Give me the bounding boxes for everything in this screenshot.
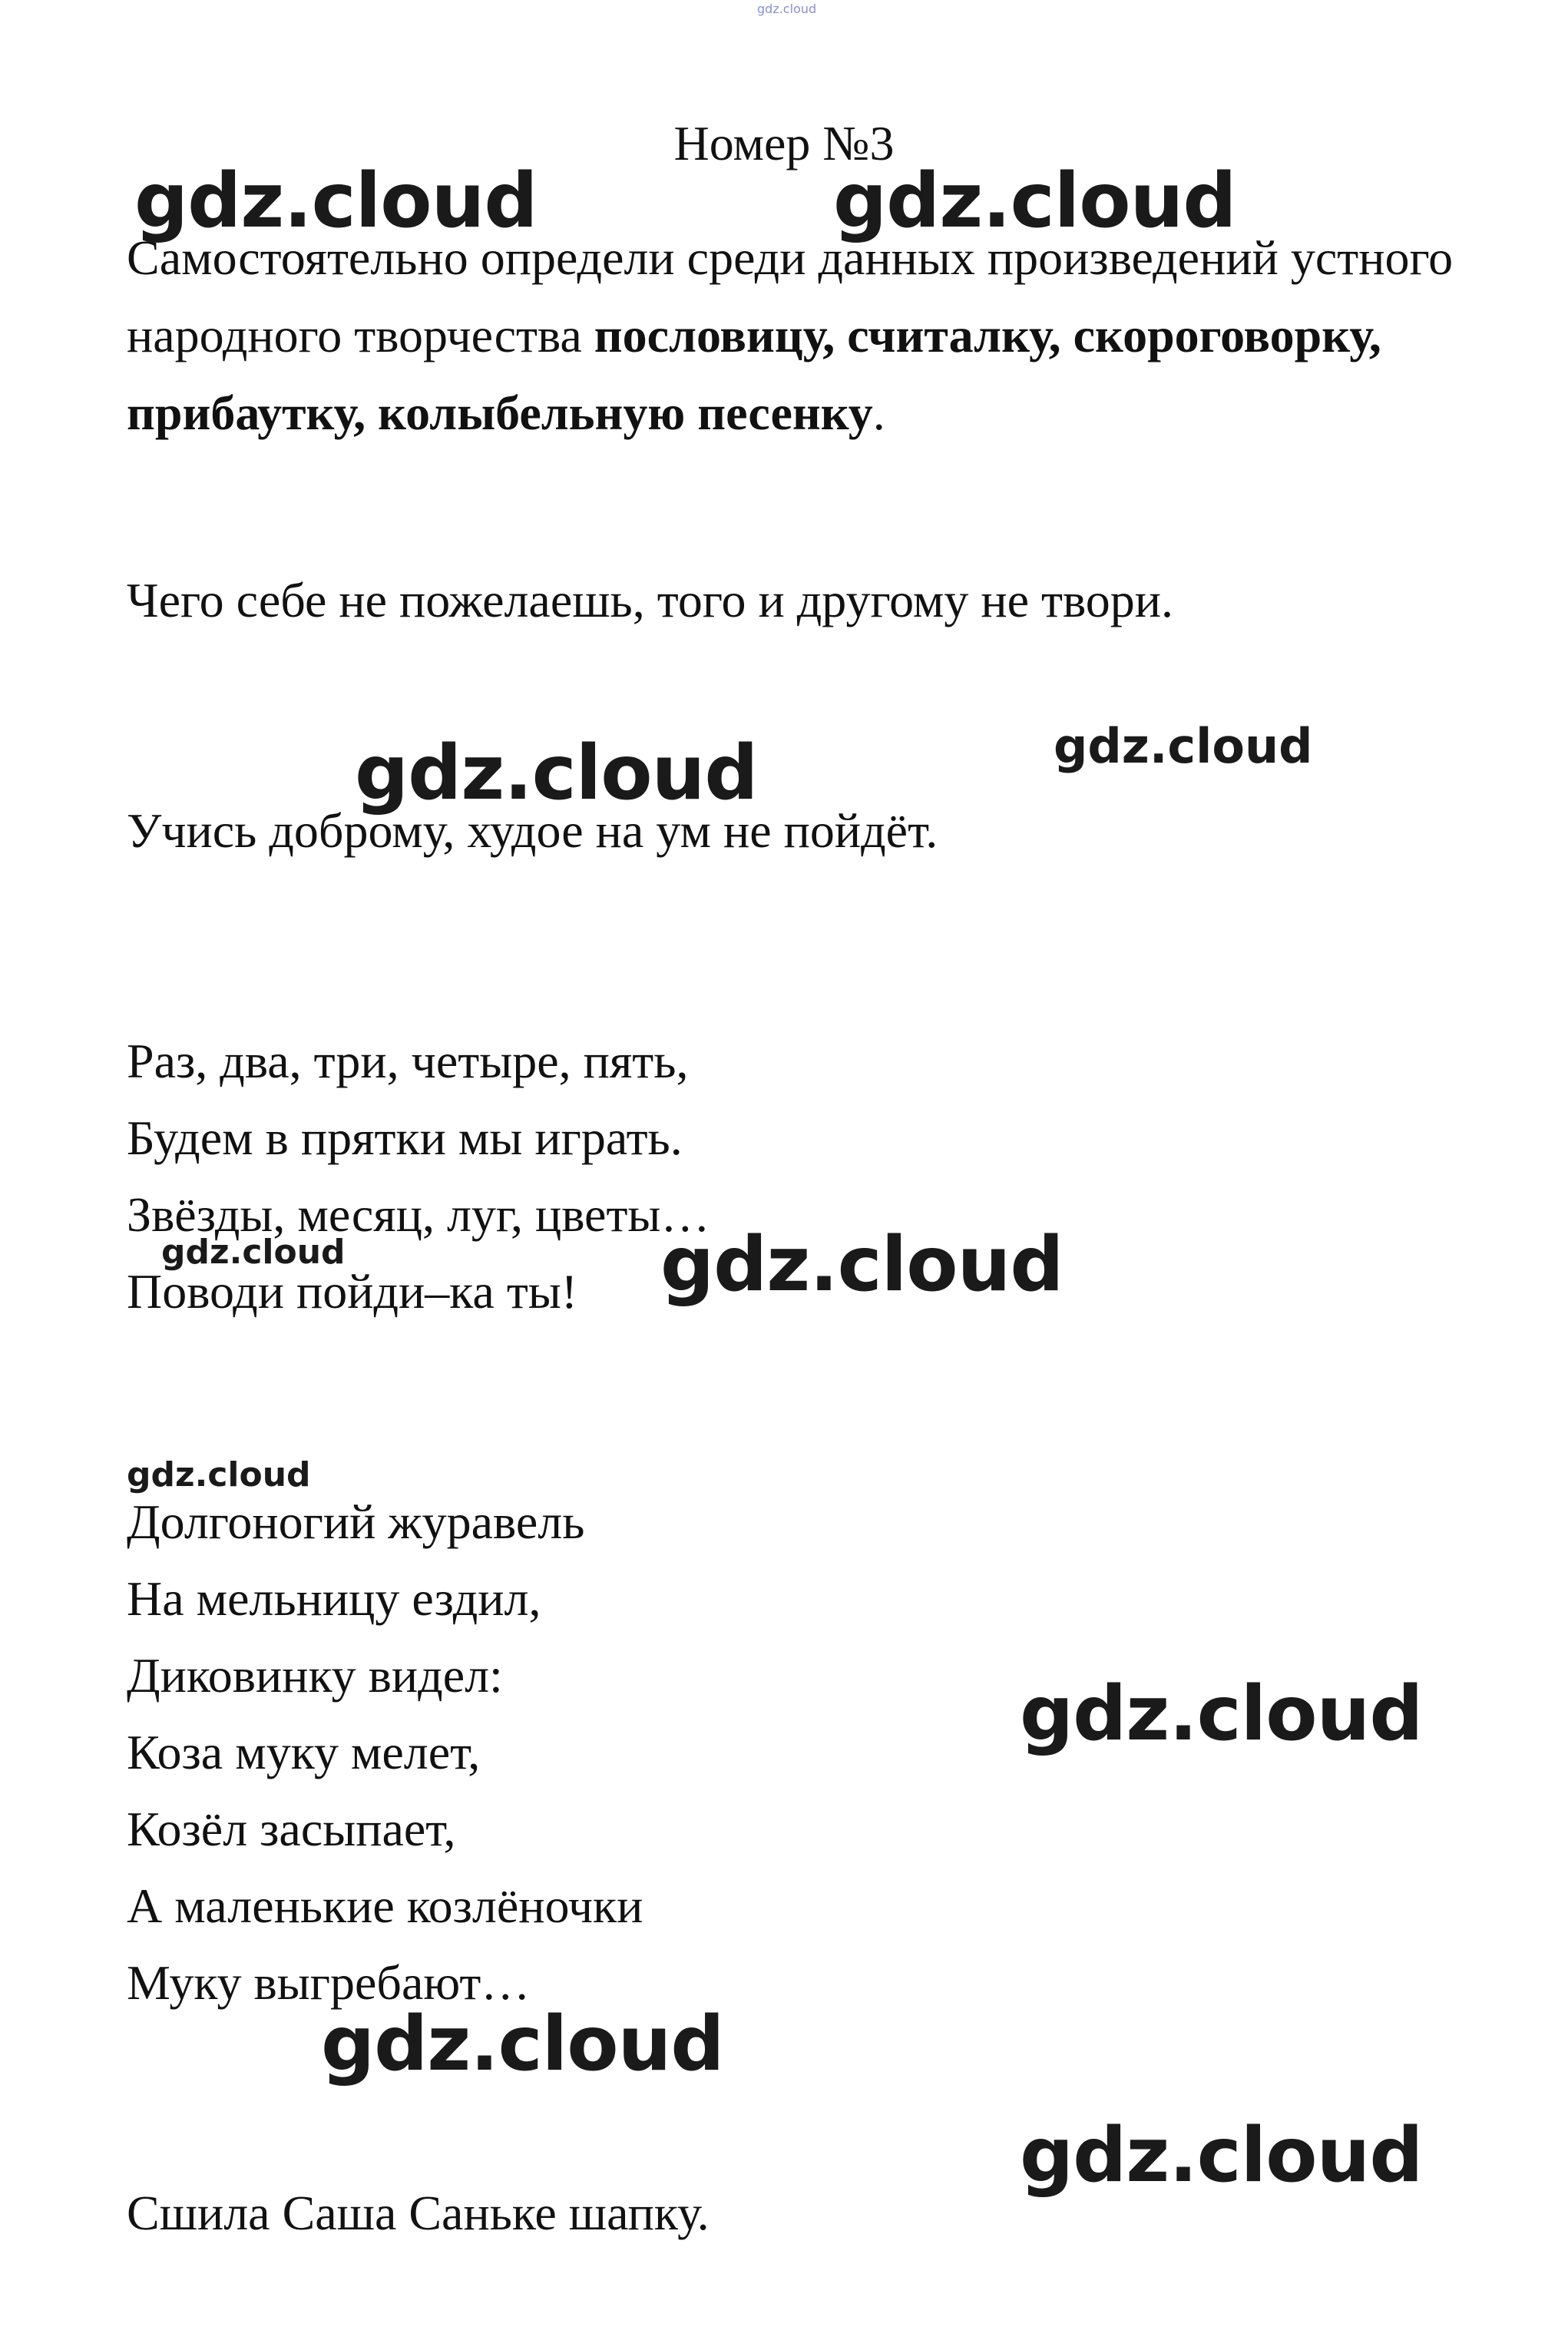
proverb-2: Учись доброму, худое на ум не пойдёт. — [127, 803, 938, 858]
pribautka-line-2: На мельницу ездил, — [127, 1571, 541, 1626]
watermark: gdz.cloud — [355, 730, 758, 817]
proverb-1: Чего себе не пожелаешь, того и другому не твори. — [127, 573, 1174, 627]
pribautka-line-5: Козёл засыпает, — [127, 1802, 456, 1856]
task-intro: Самостоятельно определи среди данных произведений устного народного творчества — [127, 230, 1454, 362]
tongue-twister: Сшила Саша Саньке шапку. — [127, 2186, 710, 2240]
pribautka-line-4: Коза муку мелет, — [127, 1725, 481, 1779]
task-end: . — [872, 386, 885, 440]
watermark: gdz.cloud — [127, 1455, 311, 1494]
counting-rhyme-line-3: Звёзды, месяц, луг, цветы… — [127, 1187, 710, 1242]
counting-rhyme-line-4: Поводи пойди–ка ты! — [127, 1264, 578, 1319]
pribautka-line-7: Муку выгребают… — [127, 1955, 531, 2010]
watermark: gdz.cloud — [161, 1233, 346, 1272]
task-bold-terms: пословицу, считалку, скороговорку, прибаутку, колыбельную песенку — [127, 308, 1381, 440]
watermark: gdz.cloud — [134, 157, 538, 245]
watermark: gdz.cloud — [1020, 2112, 1423, 2199]
page-title: Номер №3 — [673, 116, 895, 170]
watermark: gdz.cloud — [1054, 718, 1313, 774]
watermark: gdz.cloud — [1020, 1670, 1423, 1758]
watermark: gdz.cloud — [660, 1221, 1064, 1309]
watermark: gdz.cloud — [833, 157, 1236, 245]
task-text — [127, 219, 1478, 452]
pribautka-line-1: Долгоногий журавель — [127, 1494, 585, 1549]
pribautka-line-3: Диковинку видел: — [127, 1648, 503, 1703]
watermark: gdz.cloud — [321, 2001, 724, 2088]
pribautka-line-6: А маленькие козлёночки — [127, 1878, 643, 1933]
watermark-top: gdz.cloud — [757, 2, 817, 16]
counting-rhyme-line-1: Раз, два, три, четыре, пять, — [127, 1034, 689, 1088]
counting-rhyme-line-2: Будем в прятки мы играть. — [127, 1110, 683, 1165]
